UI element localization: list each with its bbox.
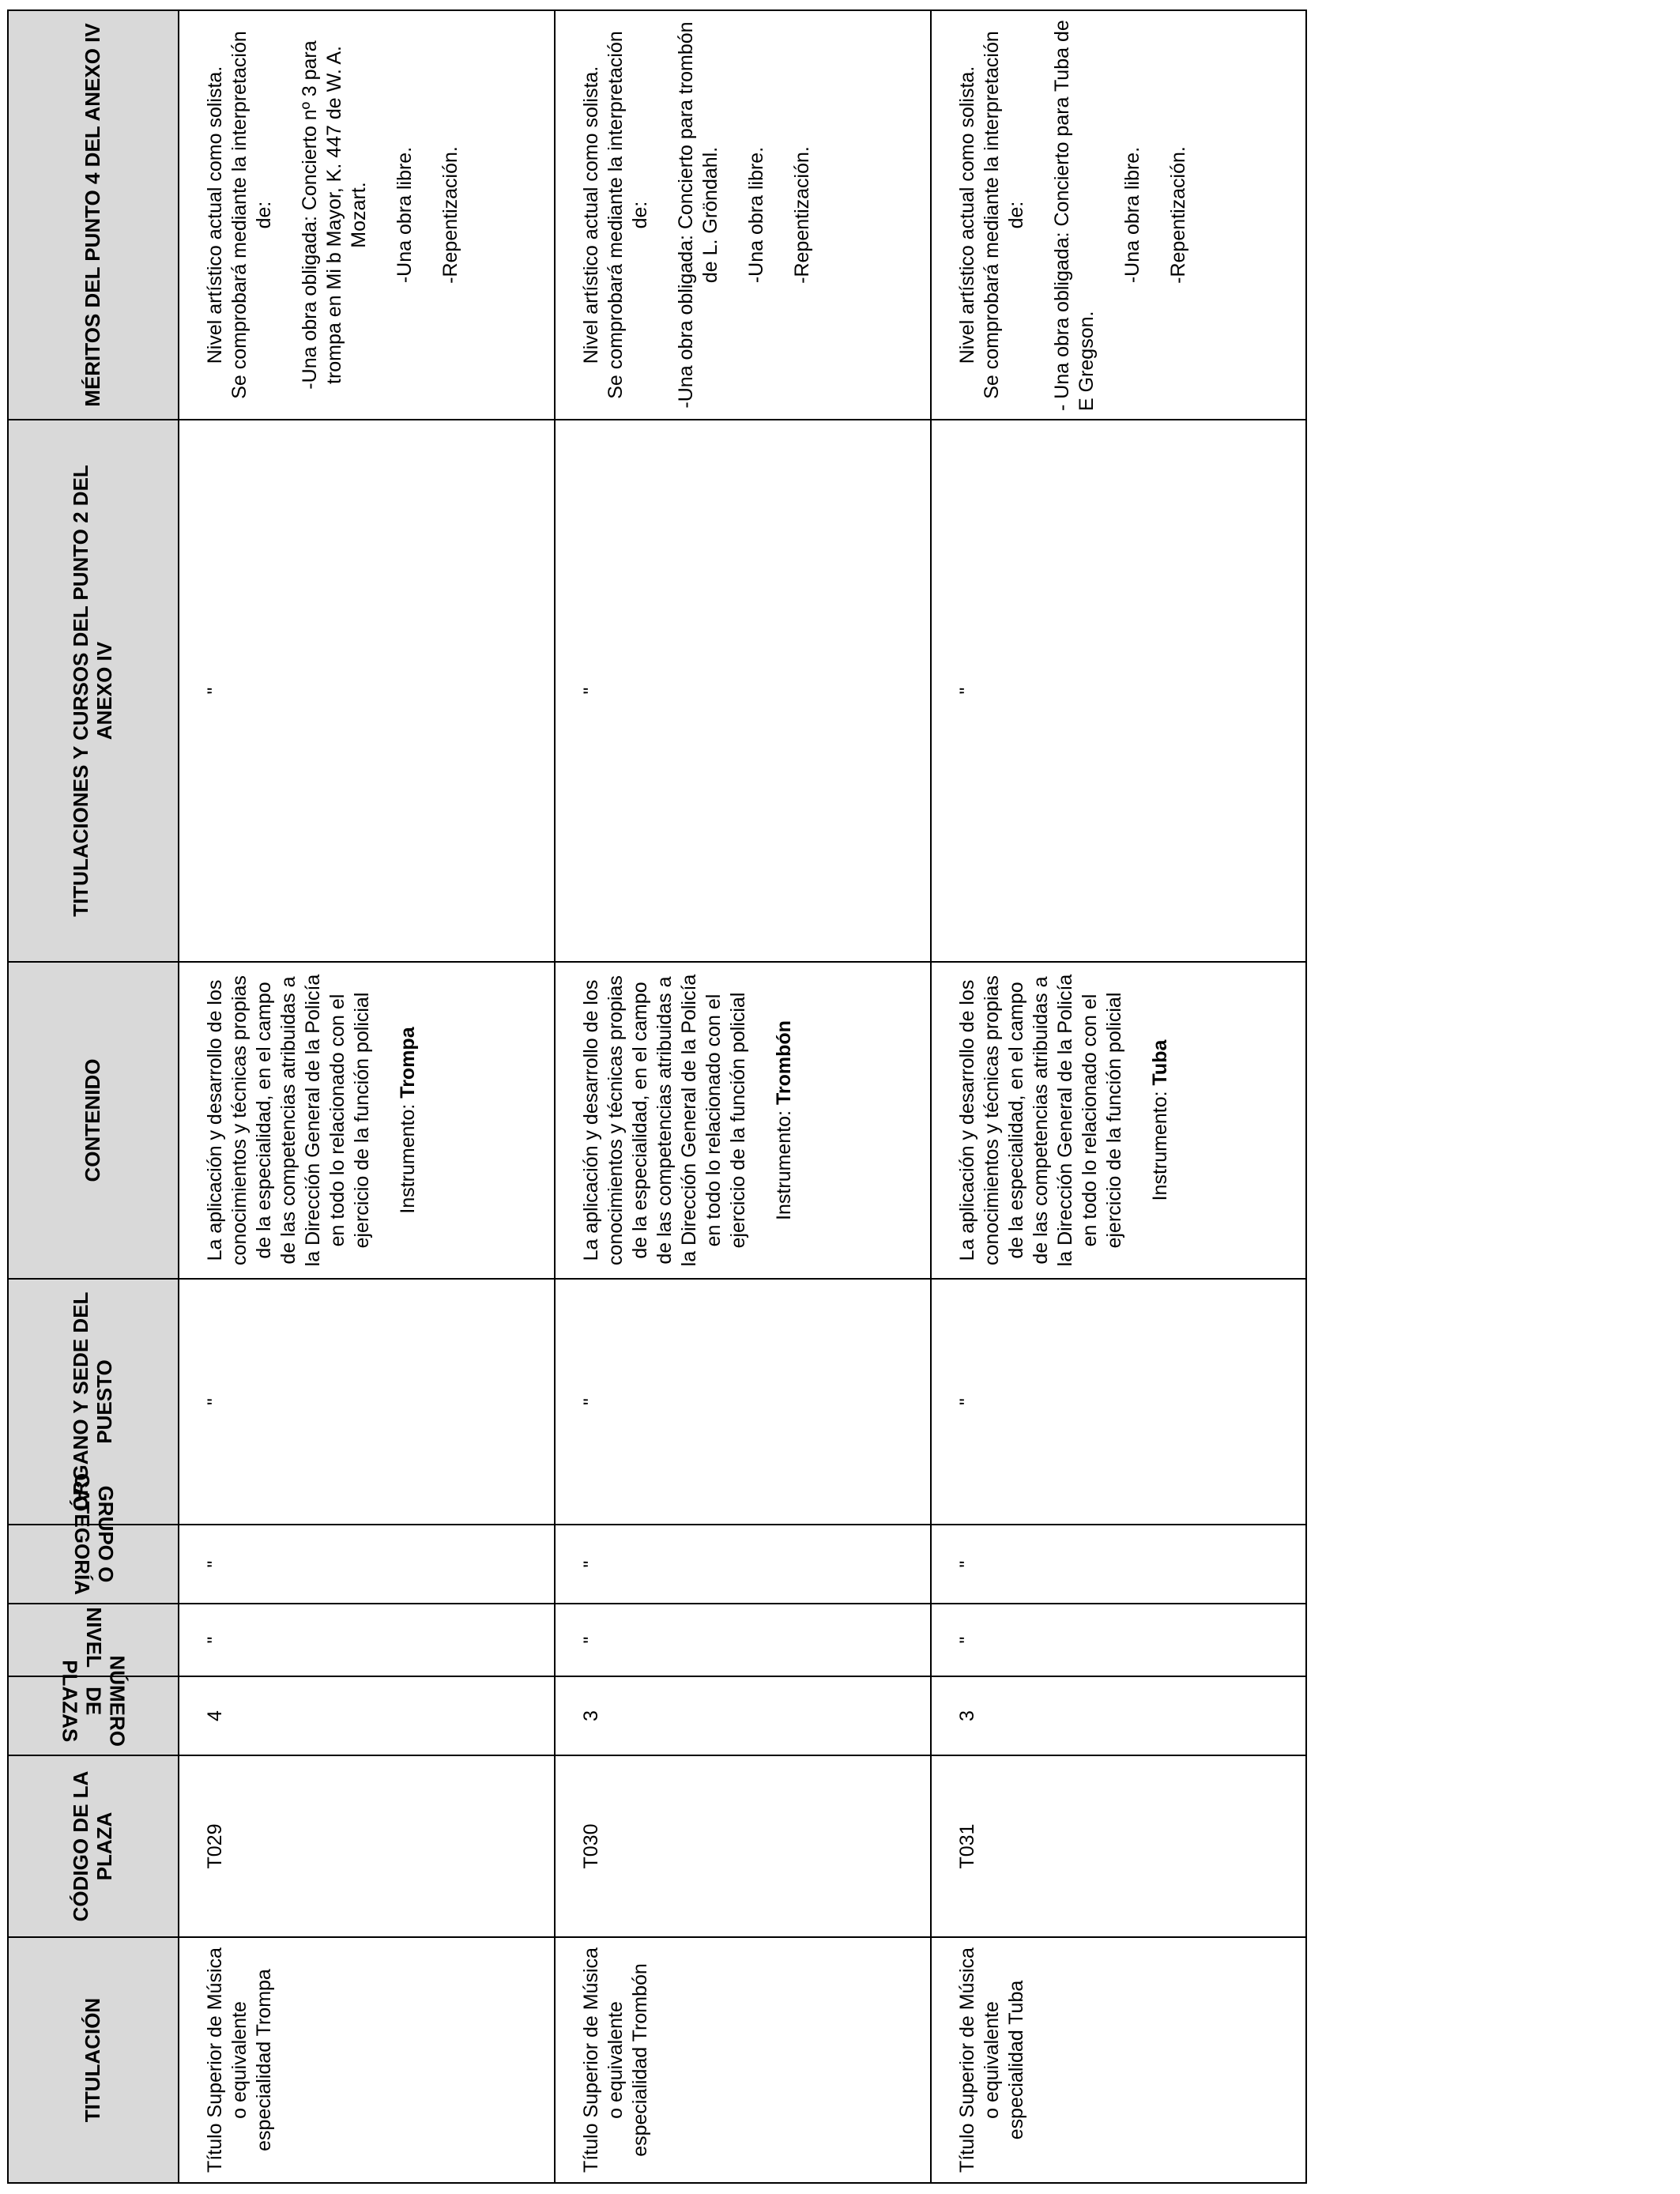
table-row [179, 10, 555, 2183]
meritos-intro: Nivel artístico actual como solista. [580, 66, 602, 364]
header-codigo: CÓDIGO DE LA PLAZA [8, 1755, 179, 1937]
cell-codigo: T031 [931, 1755, 1306, 1937]
cell-grupo: " [931, 1525, 1306, 1604]
instrumento-line [772, 971, 797, 1270]
cell-contenido [931, 962, 1306, 1279]
cell-meritos [931, 10, 1306, 420]
instrumento-line [396, 971, 420, 1270]
cell-titulaciones-cursos: " [179, 420, 555, 962]
cell-titulacion: Título Superior de Música o equivalente especialidad Trompa [179, 1937, 555, 2183]
instrumento-label: Instrumento: [397, 1098, 419, 1214]
instrumento-value: Trombón [773, 1020, 795, 1106]
cell-codigo: T030 [555, 1755, 931, 1937]
cell-nivel: " [179, 1604, 555, 1676]
cell-grupo: " [555, 1525, 931, 1604]
instrumento-line [1148, 971, 1173, 1270]
cell-titulaciones-cursos: " [555, 420, 931, 962]
cell-titulaciones-cursos: " [931, 420, 1306, 962]
cell-organo: " [179, 1279, 555, 1525]
cell-organo: " [555, 1279, 931, 1525]
meritos-intro: Nivel artístico actual como solista. [204, 66, 226, 364]
cell-numero: 3 [555, 1676, 931, 1755]
instrumento-label: Instrumento: [773, 1105, 795, 1220]
cell-meritos [179, 10, 555, 420]
header-grupo-text: GRUPO O CATEGORÍA [70, 1472, 118, 1595]
meritos-intro-2: Se comprobará mediante la interpretación de: [228, 31, 275, 399]
cell-organo: " [931, 1279, 1306, 1525]
meritos-repentizacion: -Repentización. [791, 146, 813, 284]
meritos-intro-2: Se comprobará mediante la interpretación de: [605, 31, 651, 399]
header-numero [8, 1655, 179, 1755]
cell-nivel: " [931, 1604, 1306, 1676]
meritos-intro: Nivel artístico actual como solista. [956, 66, 978, 364]
table-row [555, 10, 931, 2183]
meritos-intro-2: Se comprobará mediante la interpretación de: [981, 31, 1027, 399]
cell-contenido [555, 962, 931, 1279]
header-meritos: MÉRITOS DEL PUNTO 4 DEL ANEXO IV [8, 10, 179, 420]
meritos-obra-obligada: - Una obra obligada: Concierto para Tuba de E Gregson. [1051, 20, 1098, 411]
cell-numero: 3 [931, 1676, 1306, 1755]
cell-titulacion: Título Superior de Música o equivalente especialidad Trombón [555, 1937, 931, 2183]
header-grupo [8, 1472, 179, 1604]
instrumento-value: Trompa [397, 1027, 419, 1099]
header-titulacion: TITULACIÓN [8, 1937, 179, 2183]
header-organo: ÓRGANO Y SEDE DEL PUESTO [8, 1279, 179, 1525]
contenido-text: La aplicación y desarrollo de los conocimientos y técnicas propias de la especialidad, en el campo de las competencias atribuidas a la Dirección General de la Policía en todo lo relacionado con el ejercicio de la función policial [956, 974, 1125, 1267]
header-titulaciones-cursos: TITULACIONES Y CURSOS DEL PUNTO 2 DEL ANEXO IV [8, 420, 179, 962]
contenido-text: La aplicación y desarrollo de los conocimientos y técnicas propias de la especialidad, en el campo de las competencias atribuidas a la Dirección General de la Policía en todo lo relacionado con el ejercicio de la función policial [580, 974, 749, 1267]
cell-meritos [555, 10, 931, 420]
header-nivel-text: NIVEL [81, 1607, 106, 1668]
plazas-table [7, 9, 1307, 2184]
cell-codigo: T029 [179, 1755, 555, 1937]
cell-nivel: " [555, 1604, 931, 1676]
meritos-obra-obligada: -Una obra obligada: Concierto nº 3 para trompa en Mi b Mayor, K. 447 de W. A. Mozart. [299, 40, 370, 390]
cell-numero: 4 [179, 1676, 555, 1755]
meritos-obra-libre: -Una obra libre. [394, 146, 416, 284]
table-row [931, 10, 1306, 2183]
header-nivel [8, 1604, 179, 1676]
rotated-page [7, 11, 1305, 2184]
instrumento-value: Tuba [1149, 1039, 1171, 1086]
meritos-obra-obligada: -Una obra obligada: Concierto para trombón de L. Gröndahl. [675, 21, 721, 409]
cell-grupo: " [179, 1525, 555, 1604]
meritos-obra-libre: -Una obra libre. [1121, 146, 1143, 284]
cell-contenido [179, 962, 555, 1279]
meritos-repentizacion: -Repentización. [1167, 146, 1189, 284]
contenido-text: La aplicación y desarrollo de los conocimientos y técnicas propias de la especialidad, en el campo de las competencias atribuidas a la Dirección General de la Policía en todo lo relacionado con el ejercicio de la función policial [204, 974, 373, 1267]
cell-titulacion: Título Superior de Música o equivalente especialidad Tuba [931, 1937, 1306, 2183]
meritos-repentizacion: -Repentización. [439, 146, 461, 284]
meritos-obra-libre: -Una obra libre. [745, 146, 767, 284]
header-contenido: CONTENIDO [8, 962, 179, 1279]
instrumento-label: Instrumento: [1149, 1085, 1171, 1201]
header-numero-text: NÚMERO DE PLAZAS [58, 1655, 130, 1747]
header-row [8, 10, 179, 2183]
